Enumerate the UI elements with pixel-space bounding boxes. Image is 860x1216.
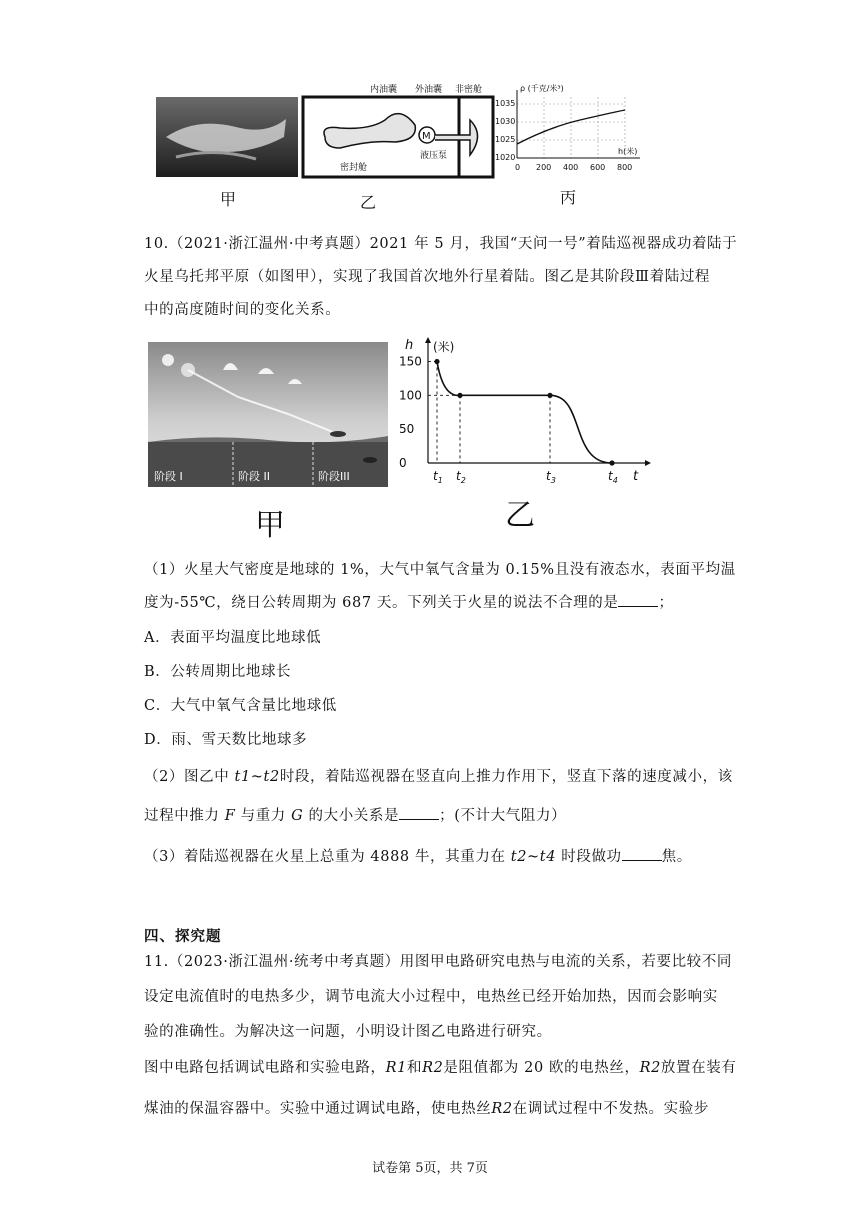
stage-label: 阶段III [318, 470, 350, 483]
data-point [609, 460, 614, 465]
resistor-R2: R2 [639, 1060, 661, 1076]
q11-text: 和 [406, 1060, 423, 1076]
part2-text: 过程中推力 [144, 808, 225, 824]
page-footer: 试卷第 5页，共 7页 [372, 1161, 488, 1176]
guide-group [428, 362, 550, 463]
data-point [547, 393, 552, 398]
label-outer-oil: 外油囊 [415, 85, 443, 95]
q11-line1: 11.（2023·浙江温州·统考中考真题）用图甲电路研究电热与电流的关系，若要比较不同 [144, 954, 732, 970]
x-tick-group [433, 469, 618, 485]
stage-label: 阶段 II [238, 470, 270, 483]
bing-xtick: 200 [536, 163, 552, 172]
q10-stem-line1: 10.（2021·浙江温州·中考真题）2021 年 5 月，我国“天问一号”着陆巡视器成功着陆于 [144, 236, 738, 252]
bing-xtick: 400 [563, 163, 579, 172]
x-tick-label: $t_2$ [456, 469, 466, 485]
x-tick-label: $t_1$ [433, 469, 443, 485]
resistor-R1: R1 [385, 1060, 407, 1076]
y-tick-group [399, 355, 422, 470]
y-tick-label: 50 [399, 422, 415, 437]
t2-t4-symbol: t2~t4 [510, 849, 557, 865]
part2-tail: ；(不计大气阻力） [439, 808, 567, 824]
top-bing-chart [490, 82, 655, 177]
q10-height-chart [395, 335, 655, 490]
force-F: F [224, 808, 236, 824]
q10-part1-line2 [144, 591, 674, 612]
option-d: D．雨、雪天数比地球多 [144, 732, 308, 748]
part1-tail: ； [658, 595, 674, 611]
bing-ytick: 1020 [495, 153, 516, 162]
part3-text: （3）着陆巡视器在火星上总重为 4888 牛，其重力在 [144, 849, 511, 865]
chart-ylabel: h [405, 338, 414, 353]
label-non-sealed: 非密舱 [455, 85, 483, 95]
y-tick-label: 100 [399, 388, 422, 403]
chart-xlabel: t [633, 469, 639, 484]
x-tick-label: $t_3$ [546, 469, 556, 485]
section-title: 四、探究题 [144, 928, 222, 945]
option-a: A．表面平均温度比地球低 [144, 630, 322, 646]
bing-origin: 0 [515, 163, 521, 172]
q10-stem-line2: 火星乌托邦平原（如图甲），实现了我国首次地外行星着陆。图乙是其阶段Ⅲ着陆过程 [144, 269, 711, 285]
option-b: B．公转周期比地球长 [144, 664, 292, 680]
top-bing-caption: 丙 [560, 188, 577, 207]
q11-line3: 验的准确性。为解决这一问题，小明设计图乙电路进行研究。 [144, 1024, 552, 1040]
gravity-G: G [291, 808, 304, 824]
top-yi-diagram [300, 80, 505, 180]
q11-text: 在调试过程中不发热。实验步 [512, 1101, 709, 1117]
bing-ytick: 1035 [495, 99, 516, 108]
q10-stem-line3: 中的高度随时间的变化关系。 [144, 302, 341, 318]
height-curve [437, 362, 612, 463]
q11-line5 [144, 1097, 709, 1118]
q10-part1-line1: （1）火星大气密度是地球的 1%，大气中氧气含量为 0.15%且没有液态水，表面平均温 [144, 562, 736, 578]
t1-t2-symbol: t1~t2 [234, 769, 280, 785]
stage-label: 阶段 I [154, 470, 183, 483]
q11-text: 煤油的保温容器中。实验中通过调试电路，使电热丝 [144, 1101, 492, 1117]
q11-text: 图中电路包括调试电路和实验电路， [144, 1060, 386, 1076]
q10-jia-caption: 甲 [255, 508, 285, 543]
part2-text: 与重力 [235, 808, 292, 824]
q11-line2: 设定电流值时的电热多少，调节电流大小过程中，电热丝已经开始加热，因而会影响实 [144, 989, 718, 1005]
x-tick-label: $t_4$ [608, 469, 618, 485]
resistor-R2: R2 [491, 1101, 513, 1117]
data-point [434, 359, 439, 364]
label-sealed: 密封舱 [340, 163, 368, 173]
answer-blank-2[interactable] [399, 805, 439, 820]
top-yi-caption: 乙 [360, 193, 377, 212]
top-jia-caption: 甲 [220, 190, 237, 209]
q10-part3 [144, 845, 692, 866]
top-jia-photo [156, 97, 298, 177]
q10-part2-line1 [144, 765, 733, 786]
part3-text: 时段做功 [556, 849, 622, 865]
answer-blank-3[interactable] [622, 846, 662, 861]
bing-xtick: 600 [590, 163, 606, 172]
q10-part2-line2 [144, 804, 566, 825]
chart-yunit: (米) [433, 340, 455, 354]
label-inner-oil: 内油囊 [370, 85, 398, 95]
part3-tail: 焦。 [661, 849, 692, 865]
bing-ytick: 1030 [495, 117, 516, 126]
resistor-R2: R2 [422, 1060, 444, 1076]
y-tick-label: 0 [399, 456, 407, 470]
q10-landing-photo [148, 342, 388, 487]
q10-yi-caption: 乙 [505, 498, 535, 533]
part1-text: 度为-55℃，绕日公转周期为 687 天。下列关于火星的说法不合理的是 [144, 595, 619, 611]
y-tick-label: 150 [399, 354, 422, 369]
bing-xtick: 800 [617, 163, 633, 172]
label-pump: 液压泵 [420, 151, 448, 161]
bing-ytick: 1025 [495, 135, 516, 144]
bing-xlabel: h(米) [618, 147, 638, 156]
part2-text: 时段，着陆巡视器在竖直向上推力作用下，竖直下落的速度减小，该 [279, 769, 733, 785]
part2-lead: （2）图乙中 [144, 769, 235, 785]
data-point [457, 393, 462, 398]
option-c: C．大气中氧气含量比地球低 [144, 698, 337, 714]
q11-text: 放置在装有 [660, 1060, 737, 1076]
part2-text: 的大小关系是 [303, 808, 400, 824]
q11-text: 是阻值都为 20 欧的电热丝， [443, 1060, 640, 1076]
q11-line4 [144, 1056, 736, 1077]
answer-blank-1[interactable] [618, 592, 658, 607]
bing-ylabel: ρ (千克/米³) [520, 84, 564, 93]
motor-label: M [422, 131, 431, 142]
